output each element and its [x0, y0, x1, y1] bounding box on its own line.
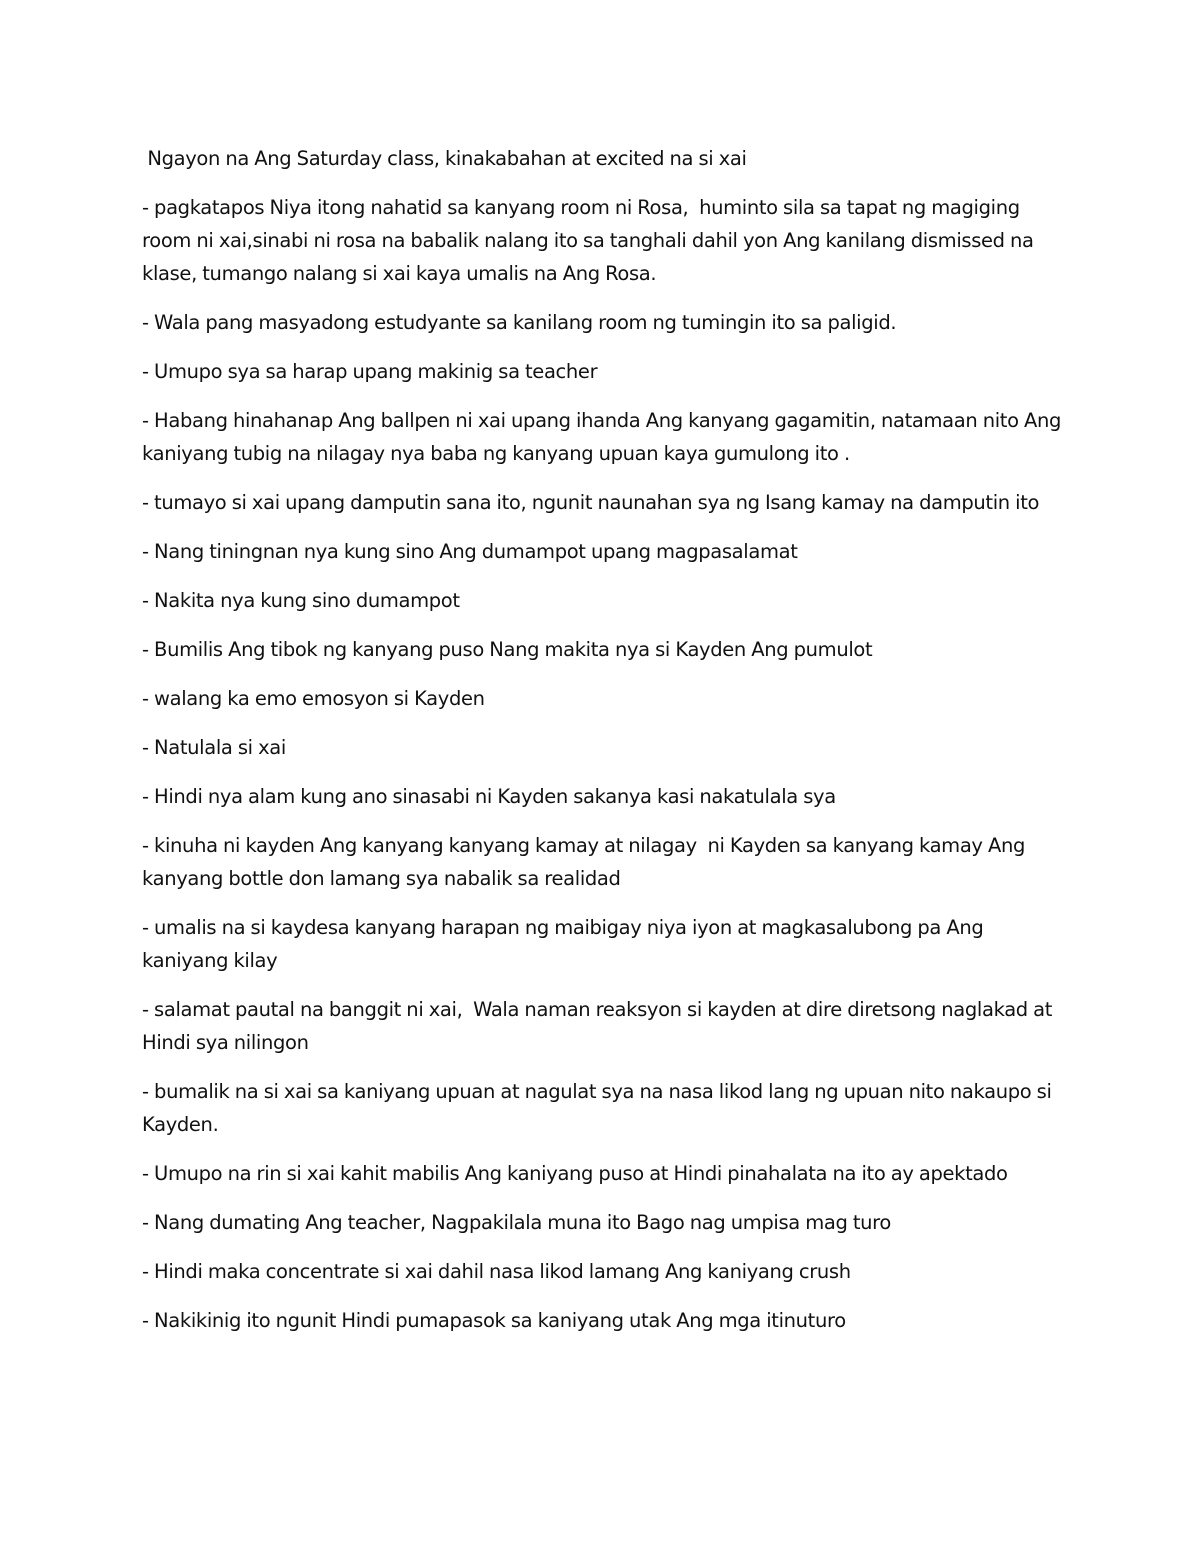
paragraph-12: - Hindi nya alam kung ano sinasabi ni Kayden sakanya kasi nakatulala sya [142, 785, 836, 808]
paragraph-7: - Nang tiningnan nya kung sino Ang dumampot upang magpasalamat [142, 540, 798, 563]
paragraph-16: - bumalik na si xai sa kaniyang upuan at nagulat sya na nasa likod lang ng upuan nito nakaupo si Kayden. [142, 1080, 1057, 1136]
paragraph-19: - Hindi maka concentrate si xai dahil nasa likod lamang Ang kaniyang crush [142, 1260, 851, 1283]
paragraph-10: - walang ka emo emosyon si Kayden [142, 687, 485, 710]
paragraph-9: - Bumilis Ang tibok ng kanyang puso Nang makita nya si Kayden Ang pumulot [142, 638, 873, 661]
paragraph-17: - Umupo na rin si xai kahit mabilis Ang kaniyang puso at Hindi pinahalata na ito ay apektado [142, 1162, 1008, 1185]
paragraph-3: - Wala pang masyadong estudyante sa kanilang room ng tumingin ito sa paligid. [142, 311, 897, 334]
paragraph-15: - salamat pautal na banggit ni xai, Wala naman reaksyon si kayden at dire diretsong naglakad at Hindi sya nilingon [142, 998, 1058, 1054]
paragraph-4: - Umupo sya sa harap upang makinig sa teacher [142, 360, 598, 383]
paragraph-1: Ngayon na Ang Saturday class, kinakabahan at excited na si xai [142, 147, 747, 170]
paragraph-20: - Nakikinig ito ngunit Hindi pumapasok sa kaniyang utak Ang mga itinuturo [142, 1309, 846, 1332]
document-body [142, 142, 1072, 1353]
paragraph-2: - pagkatapos Niya itong nahatid sa kanyang room ni Rosa, huminto sila sa tapat ng magiging room ni xai,sinabi ni rosa na babalik nalang ito sa tanghali dahil yon Ang kanilang dismissed na klase, tumango nalang si xai kaya umalis na Ang Rosa. [142, 196, 1040, 285]
paragraph-5: - Habang hinahanap Ang ballpen ni xai upang ihanda Ang kanyang gagamitin, natamaan nito Ang kaniyang tubig na nilagay nya baba ng kanyang upuan kaya gumulong ito . [142, 409, 1067, 465]
paragraph-6: - tumayo si xai upang damputin sana ito, ngunit naunahan sya ng Isang kamay na damputin ito [142, 491, 1040, 514]
paragraph-13: - kinuha ni kayden Ang kanyang kanyang kamay at nilagay ni Kayden sa kanyang kamay Ang kanyang bottle don lamang sya nabalik sa realidad [142, 834, 1031, 890]
paragraph-8: - Nakita nya kung sino dumampot [142, 589, 460, 612]
paragraph-14: - umalis na si kaydesa kanyang harapan ng maibigay niya iyon at magkasalubong pa Ang kaniyang kilay [142, 916, 989, 972]
paragraph-11: - Natulala si xai [142, 736, 286, 759]
paragraph-18: - Nang dumating Ang teacher, Nagpakilala muna ito Bago nag umpisa mag turo [142, 1211, 892, 1234]
